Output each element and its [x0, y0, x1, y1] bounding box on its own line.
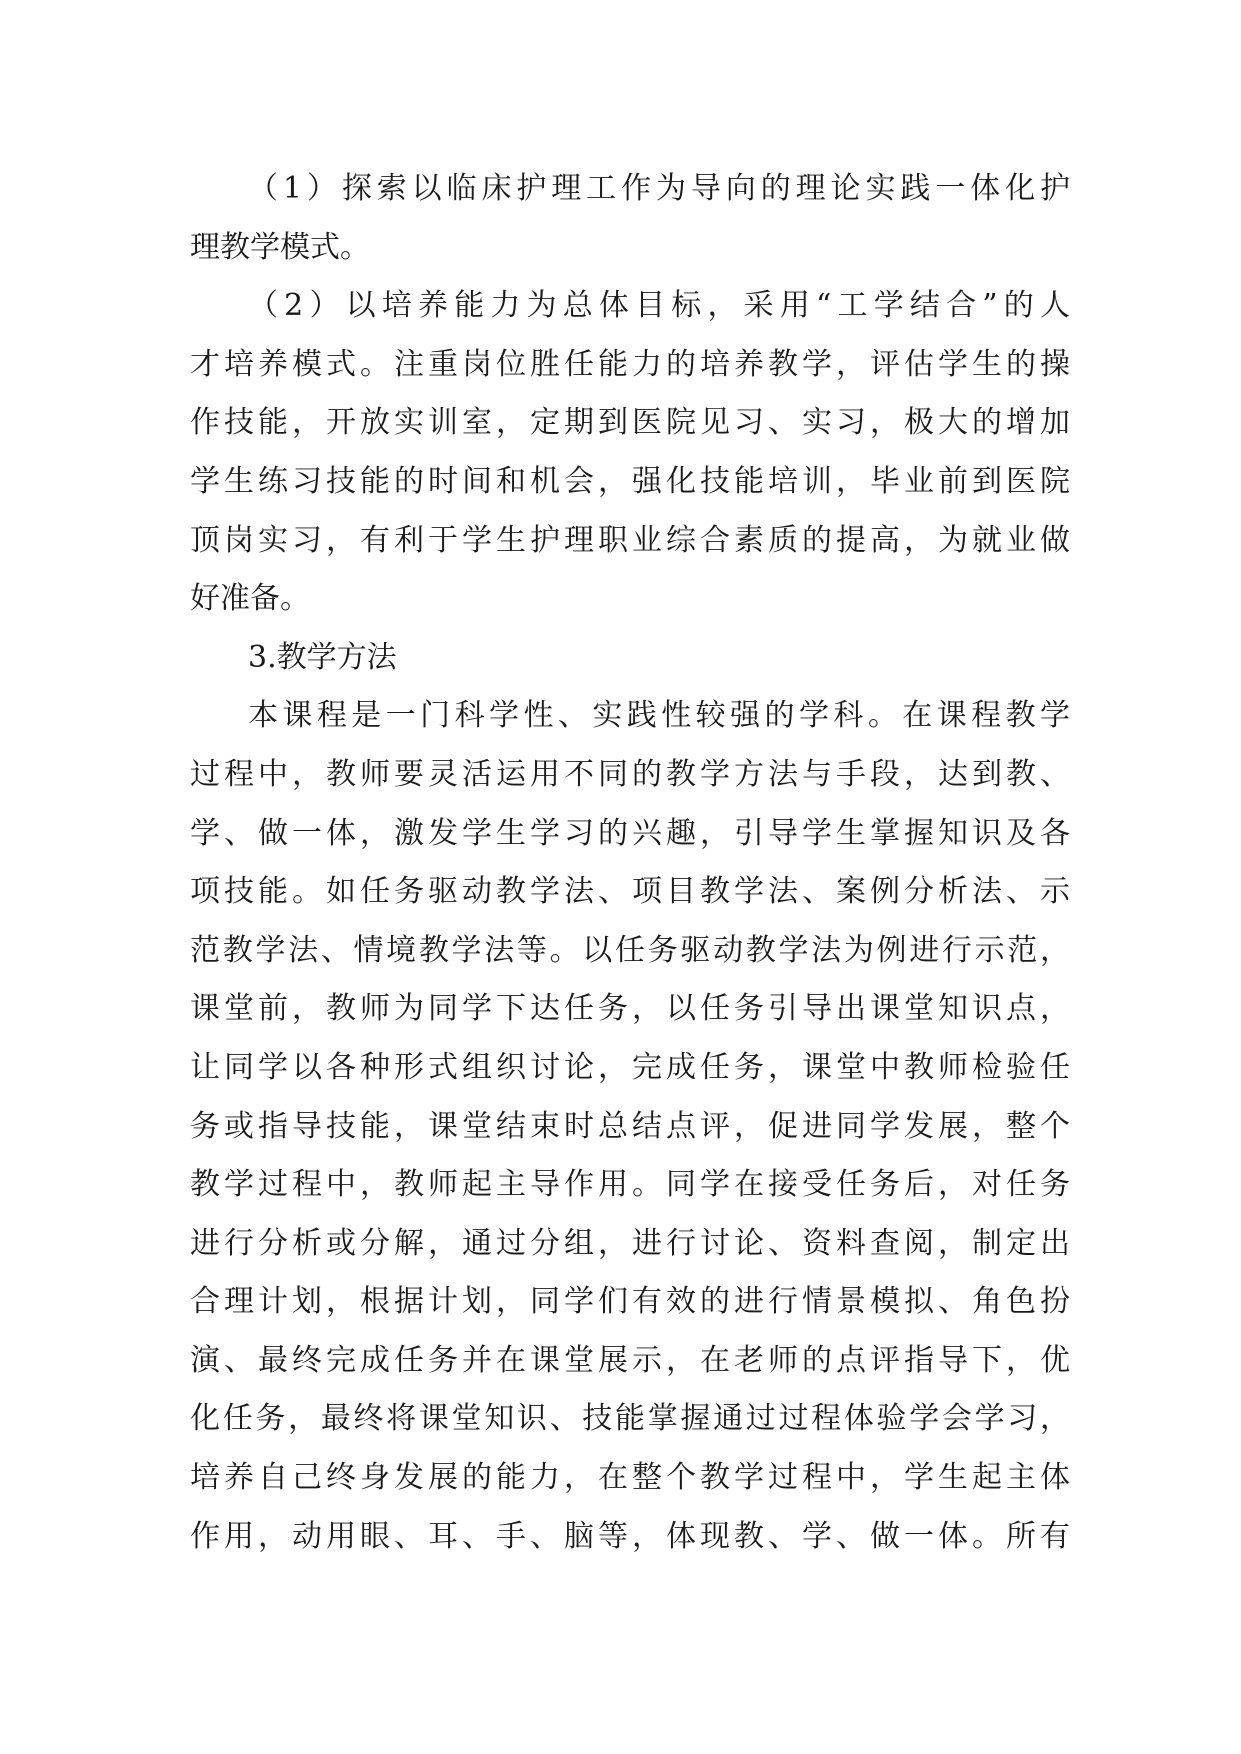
text-line: 学、做一体，激发学生学习的兴趣，引导学生掌握知识及各 [190, 815, 1070, 851]
text-line: 学生练习技能的时间和机会，强化技能培训，毕业前到医院 [190, 463, 1070, 499]
text-line: 范教学法、情境教学法等。以任务驱动教学法为例进行示范， [190, 932, 1070, 968]
text-line: 本课程是一门科学性、实践性较强的学科。在课程教学 [248, 698, 1070, 734]
text-line: 进行分析或分解，通过分组，进行讨论、资料查阅，制定出 [190, 1225, 1070, 1261]
text-line: 合理计划，根据计划，同学们有效的进行情景模拟、角色扮 [190, 1284, 1070, 1320]
text-line: 化任务，最终将课堂知识、技能掌握通过过程体验学会学习， [190, 1401, 1070, 1437]
text-line: 过程中，教师要灵活运用不同的教学方法与手段，达到教、 [190, 756, 1070, 792]
text-line: 顶岗实习，有利于学生护理职业综合素质的提高，为就业做 [190, 522, 1070, 558]
text-line: 课堂前，教师为同学下达任务，以任务引导出课堂知识点， [190, 991, 1070, 1027]
text-line: （2）以培养能力为总体目标，采用“工学结合”的人 [248, 288, 1070, 324]
text-line: 务或指导技能，课堂结束时总结点评，促进同学发展，整个 [190, 1108, 1070, 1144]
document-body [190, 160, 1070, 1566]
text-line: 理教学模式。 [190, 229, 370, 265]
text-line: 才培养模式。注重岗位胜任能力的培养教学，评估学生的操 [190, 346, 1070, 382]
text-line: 好准备。 [190, 581, 310, 617]
text-line: 作用，动用眼、耳、手、脑等，体现教、学、做一体。所有 [190, 1518, 1070, 1554]
text-line: 让同学以各种形式组织讨论，完成任务，课堂中教师检验任 [190, 1049, 1070, 1085]
text-line: 培养自己终身发展的能力，在整个教学过程中，学生起主体 [190, 1460, 1070, 1496]
section-heading: 3.教学方法 [248, 639, 397, 675]
text-line: 演、最终完成任务并在课堂展示，在老师的点评指导下，优 [190, 1342, 1070, 1378]
text-line: （1）探索以临床护理工作为导向的理论实践一体化护 [248, 171, 1070, 206]
text-line: 作技能，开放实训室，定期到医院见习、实习，极大的增加 [190, 405, 1070, 441]
text-line: 项技能。如任务驱动教学法、项目教学法、案例分析法、示 [190, 874, 1070, 910]
text-line: 教学过程中，教师起主导作用。同学在接受任务后，对任务 [190, 1167, 1070, 1203]
